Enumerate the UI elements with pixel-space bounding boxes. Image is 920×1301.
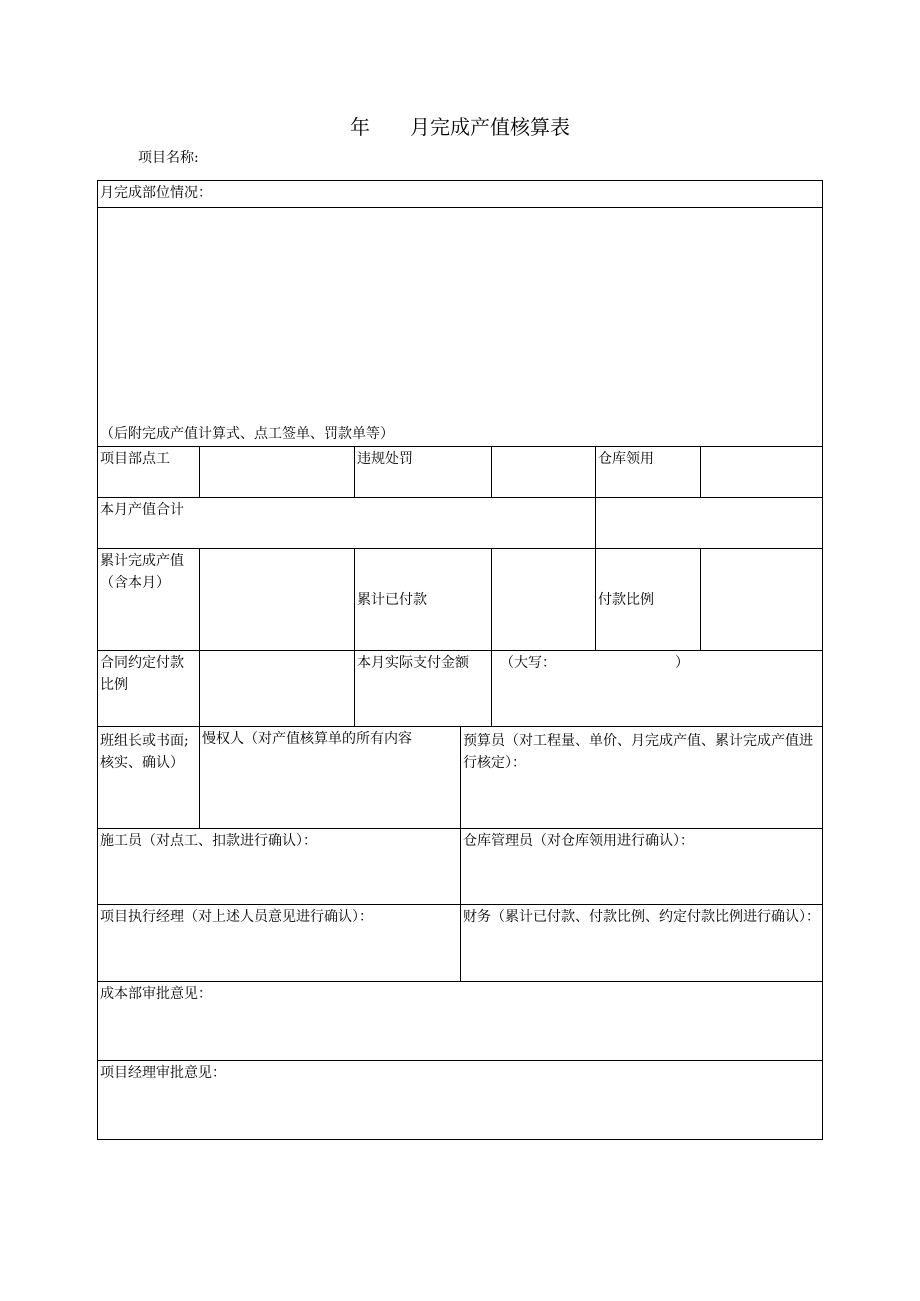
exec-manager-cell[interactable] <box>97 904 461 982</box>
actual-payment-label: 本月实际支付金额 <box>357 655 469 671</box>
budget-officer-cell[interactable] <box>460 726 823 829</box>
payment-ratio-label-cell <box>595 548 701 651</box>
budget-officer-label: 预算员（对工程量、单价、月完成产值、累计完成产值进行核定）： <box>463 733 813 771</box>
construction-officer-cell[interactable] <box>97 828 461 905</box>
cumulative-output-value-cell[interactable] <box>199 548 355 651</box>
cumulative-output-label: 累计完成产值（含本月） <box>100 553 184 591</box>
exec-manager-label: 项目执行经理（对上述人员意见进行确认）： <box>100 909 373 925</box>
actual-payment-value-cell[interactable] <box>491 650 823 727</box>
finance-label: 财务（累计已付款、付款比例、约定付款比例进行确认）： <box>463 909 820 925</box>
warehouse-use-label-cell <box>595 446 701 498</box>
warehouse-use-label: 仓库领用 <box>598 451 654 467</box>
payment-ratio-label: 付款比例 <box>598 591 654 608</box>
monthly-parts-header-cell <box>97 180 823 208</box>
cumulative-paid-label: 累计已付款 <box>357 591 427 608</box>
cumulative-output-label-cell <box>97 548 200 651</box>
violation-label-cell <box>354 446 492 498</box>
project-name-label: 项目名称: <box>138 150 199 166</box>
warehouse-manager-label: 仓库管理员（对仓库领用进行确认）： <box>463 833 694 849</box>
warehouse-use-value-cell[interactable] <box>700 446 823 498</box>
monthly-total-label-cell <box>97 497 596 549</box>
violation-label: 违规处罚 <box>357 451 413 467</box>
dept-labor-label: 项目部点工 <box>100 451 170 467</box>
monthly-parts-content-cell[interactable] <box>97 207 823 447</box>
contract-ratio-label-cell <box>97 650 200 727</box>
pm-approval-cell[interactable] <box>97 1060 823 1140</box>
pm-approval-label: 项目经理审批意见： <box>100 1065 226 1081</box>
monthly-total-label: 本月产值合计 <box>100 502 184 518</box>
cumulative-paid-label-cell <box>354 548 492 651</box>
cost-dept-label: 成本部审批意见： <box>100 986 212 1002</box>
page-title: 年 月完成产值核算表 <box>350 115 570 139</box>
team-leader-label: 班组长或书面;核实、确认） <box>100 733 189 771</box>
cost-dept-cell[interactable] <box>97 981 823 1061</box>
cumulative-paid-value-cell[interactable] <box>491 548 596 651</box>
finance-cell[interactable] <box>460 904 823 982</box>
output-value-table <box>97 180 823 1140</box>
rights-holder-label: 慢权人（对产值核算单的所有内容 <box>202 731 412 747</box>
violation-value-cell[interactable] <box>491 446 596 498</box>
construction-officer-label: 施工员（对点工、扣款进行确认）： <box>100 833 317 849</box>
attachments-note: （后附完成产值计算式、点工签单、罚款单等） <box>100 426 394 442</box>
dept-labor-label-cell <box>97 446 200 498</box>
payment-ratio-value-cell[interactable] <box>700 548 823 651</box>
warehouse-manager-cell[interactable] <box>460 828 823 905</box>
contract-ratio-label: 合同约定付款比例 <box>100 655 184 693</box>
capital-amount-label: （大写： ） <box>500 655 689 671</box>
actual-payment-label-cell <box>354 650 492 727</box>
monthly-total-value-cell[interactable] <box>595 497 823 549</box>
team-leader-label-cell <box>97 726 200 829</box>
rights-holder-cell[interactable] <box>199 726 461 829</box>
contract-ratio-value-cell[interactable] <box>199 650 355 727</box>
dept-labor-value-cell[interactable] <box>199 446 355 498</box>
monthly-parts-label: 月完成部位情况： <box>100 185 212 201</box>
